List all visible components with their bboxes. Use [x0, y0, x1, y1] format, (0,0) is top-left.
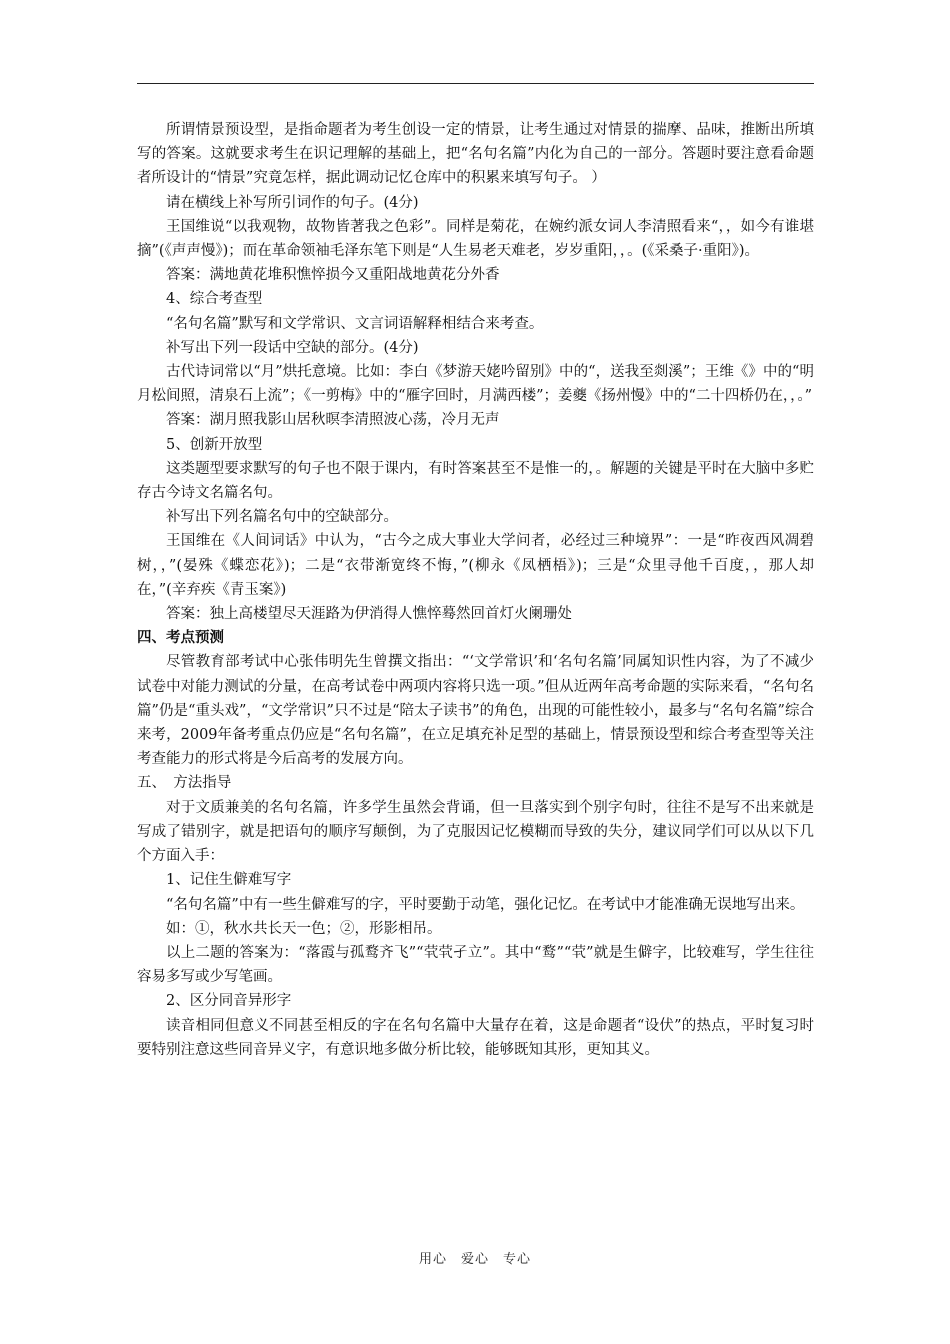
page-footer: 用心 爱心 专心: [418, 1252, 531, 1267]
paragraph: 补写出下列名篇名句中的空缺部分。: [166, 509, 398, 526]
paragraph: 5、创新开放型: [166, 436, 263, 453]
header-rule: [137, 83, 814, 84]
paragraph: 王国维说“以我观物，故物皆著我之色彩”。同样是菊花，在婉约派女词人李清照看来“，，如今有谁堪摘”(《声声慢》)；而在革命领袖毛泽东笔下则是“人生易老天难老，岁岁重阳，，。(《采桑子·重阳》)。: [137, 218, 814, 260]
paragraph: 这类题型要求默写的句子也不限于课内，有时答案甚至不是惟一的，。解题的关键是平时在大脑中多贮存古今诗文名篇名句。: [137, 460, 814, 502]
paragraph: 古代诗词常以“月”烘托意境。比如：李白《梦游天姥吟留别》中的“，送我至剡溪”；王维《》中的“明月松间照，清泉石上流”；《一剪梅》中的“雁字回时，月满西楼”；姜夔《扬州慢》中的“二十四桥仍在，，。”: [137, 364, 814, 405]
paragraph: 答案：独上高楼望尽天涯路为伊消得人憔悴蓦然回首灯火阑珊处: [166, 606, 572, 623]
document-body: [137, 118, 814, 1062]
paragraph: 以上二题的答案为：“落霞与孤鹜齐飞”“茕茕孑立”。其中“鹜”“茕”就是生僻字，比较难写，学生往往容易多写或少写笔画。: [137, 944, 814, 986]
paragraph: 读音相同但意义不同甚至相反的字在名句名篇中大量存在着，这是命题者“设伏”的热点，平时复习时要特别注意这些同音异义字，有意识地多做分析比较，能够既知其形，更知其义。: [137, 1017, 814, 1058]
paragraph: 所谓情景预设型，是指命题者为考生创设一定的情景，让考生通过对情景的揣摩、品味，推断出所填写的答案。这就要求考生在识记理解的基础上，把“名句名篇”内化为自己的一部分。答题时要注意看命题者所设计的“情景”究竟怎样，据此调动记忆仓库中的积累来填写句子。 ）: [137, 122, 814, 187]
paragraph: 1、记住生僻难写字: [166, 872, 292, 889]
paragraph: 答案：湖月照我影山居秋暝李清照波心荡，冷月无声: [166, 412, 500, 429]
paragraph: 请在横线上补写所引词作的句子。(4分): [166, 194, 419, 211]
paragraph: “名句名篇”默写和文学常识、文言词语解释相结合来考查。: [166, 315, 544, 332]
paragraph: 王国维在《人间词话》中认为，“古今之成大事业大学问者，必经过三种境界”：一是“昨夜西风凋碧树，，”(晏殊《蝶恋花》)；二是“衣带渐宽终不悔，”(柳永《凤栖梧》)；三是“众里寻他千百度，，那人却在，”(辛弃疾《青玉案》): [137, 533, 814, 598]
paragraph: 对于文质兼美的名句名篇，许多学生虽然会背诵，但一旦落实到个别字句时，往往不是写不出来就是写成了错别字，就是把语句的顺序写颠倒，为了克服因记忆模糊而导致的失分，建议同学们可以从以下几个方面入手：: [137, 799, 814, 865]
paragraph: 尽管教育部考试中心张伟明先生曾撰文指出：“‘文学常识’和‘名句名篇’同属知识性内容，为了不减少试卷中对能力测试的分量，在高考试卷中两项内容将只选一项。”但从近两年高考命题的实际来看，“名句名篇”仍是“重头戏”，“文学常识”只不过是“陪太子读书”的角色，出现的可能性较小，最多与“名句名篇”综合来考，2009年备考重点仍应是“名句名篇”，在立足填充补足型的基础上，情景预设型和综合考查型等关注考查能力的形式将是今后高考的发展方向。: [137, 654, 814, 768]
paragraph: 补写出下列一段话中空缺的部分。(4分): [166, 339, 419, 356]
paragraph: “名句名篇”中有一些生僻难写的字，平时要勤于动笔，强化记忆。在考试中才能准确无误地写出来。: [166, 896, 805, 913]
paragraph: 如：①，秋水共长天一色；②，形影相吊。: [166, 920, 442, 937]
paragraph: 2、区分同音异形字: [166, 993, 292, 1010]
paragraph: 答案：满地黄花堆积憔悴损今又重阳战地黄花分外香: [166, 267, 500, 284]
paragraph: 4、综合考查型: [166, 291, 263, 308]
paragraph: 五、 方法指导: [137, 775, 232, 792]
section-heading: 四、考点预测: [137, 630, 224, 647]
